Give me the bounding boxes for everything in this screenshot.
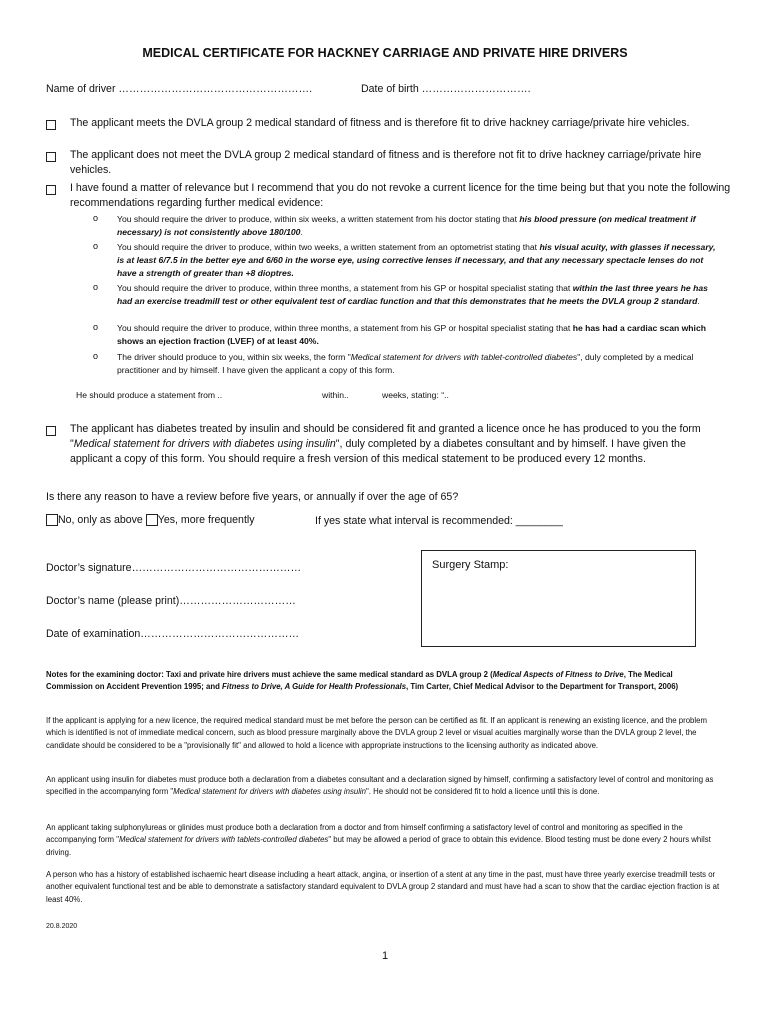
recommendation-visual-acuity-text: You should require the driver to produce, within two weeks, a written statement from an optometrist stating that: [117, 242, 540, 252]
checkbox-fit[interactable]: [46, 120, 56, 130]
produce-statement-from[interactable]: He should produce a statement from ..: [76, 390, 223, 400]
option-not-fit-text: The applicant does not meet the DVLA group 2 medical standard of fitness and is therefore not fit to drive hackney carriage/private hire vehicles.: [70, 149, 702, 177]
recommendation-blood-pressure-text: You should require the driver to produce, within six weeks, a written statement from his doctor stating that: [117, 214, 520, 224]
tablet-diabetes-text-b: ", duly completed by a medical practitioner and by himself. I have given the applicant a copy of this form.: [117, 352, 694, 376]
notes-insulin-text-a: An applicant using insulin for diabetes must produce both a declaration from a diabetes consultant and a declaration signed by himself, confirming a satisfactory level of control and monitoring as specified in the accompanying form ": [46, 775, 714, 797]
checkbox-yes-review[interactable]: [146, 514, 158, 526]
notes-sulphonylureas-text-a: An applicant taking sulphonylureas or glinides must produce both a declaration from a doctor and from himself confirming a satisfactory level of control and monitoring as specified in the accompanying form ": [46, 823, 683, 845]
notes-sulphonylureas-form: Medical statement for drivers with tablets-controlled diabetes: [118, 835, 329, 845]
notes-insulin-text-b: ". He should not be considered fit to hold a licence until this is done.: [366, 787, 600, 797]
notes-insulin-form: Medical statement for drivers with diabetes using insulin: [173, 787, 367, 797]
surgery-stamp-label: Surgery Stamp:: [432, 559, 509, 571]
tablet-diabetes-text-a: The driver should produce to you, within six weeks, the form ": [117, 352, 351, 362]
recommendation-cardiac-scan-requirement: he has had a cardiac scan which shows an ejection fraction (LVEF) of at least 40%.: [117, 323, 706, 347]
recommendation-treadmill: You should require the driver to produce, within three months, a statement from his GP or hospital specialist stating that within the last three years he has had an exercise treadmill test or other equivalent test of cardiac function and that this demonstrates that he meets the DVLA group 2 standard.: [117, 283, 708, 307]
bullet-circle-icon: o: [93, 351, 99, 361]
page-title: MEDICAL CERTIFICATE FOR HACKNEY CARRIAGE AND PRIVATE HIRE DRIVERS: [142, 46, 628, 60]
notes-intro-text-b: , The Medical Commission on Accident Prevention 1995; and: [46, 670, 673, 692]
notes-intro-text-a: Taxi and private hire drivers must achieve the same medical standard as DVLA group 2 (: [163, 670, 493, 679]
review-interval-field[interactable]: If yes state what interval is recommended: ________: [315, 515, 563, 527]
review-options: [46, 513, 255, 528]
page-number: 1: [381, 950, 389, 962]
name-of-driver-field[interactable]: Name of driver ……………………………………………….: [46, 83, 313, 95]
notes-provisional-fit: If the applicant is applying for a new licence, the required medical standard must be met before the person can be certified as fit. If an applicant is renewing an existing licence, and the problem which is identified is not of immediate medical concern, such as blood pressure marginally above the DVLA group 2 level or visual acuities marginally worse than the DVLA group 2 level, the candidate should be considered to be a "provisionally fit" and allowed to hold a licence with appropriate instructions to the licensing authority as indicated above.: [46, 716, 707, 750]
checkbox-insulin-diabetes[interactable]: [46, 426, 56, 436]
notes-intro: [46, 669, 720, 694]
tablet-diabetes-form-name: Medical statement for drivers with tablet-controlled diabetes: [350, 352, 578, 362]
recommendation-visual-acuity-requirement: his visual acuity, with glasses if necessary, is at least 6/7.5 in the better eye and 6/60 in the worse eye, using corrective lenses if necessary, and that any necessary spectacle lenses do not have a strength of greater than +8 dioptres.: [117, 242, 716, 279]
notes-intro-text-c: , Tim Carter, Chief Medical Advisor to the Department for Transport, 2006): [406, 682, 679, 692]
bullet-circle-icon: o: [93, 213, 99, 223]
document-date-code: 20.8.2020: [46, 923, 78, 930]
notes-sulphonylureas: [46, 822, 720, 859]
bullet-circle-icon: o: [93, 241, 99, 251]
surgery-stamp-box[interactable]: [421, 550, 696, 647]
bullet-circle-icon: o: [93, 282, 99, 292]
recommendation-blood-pressure-requirement: his blood pressure (on medical treatment if necessary) is not consistently above 180/100: [117, 214, 696, 238]
notes-insulin: [46, 774, 720, 799]
notes-heart-disease: A person who has a history of established ischaemic heart disease including a heart attack, angina, or insertion of a stent at any time in the past, must have three yearly exercise treadmill tests or another equivalent functional test and be able to demonstrate a satisfactory standard equivalent to DVLA group 2 standard and must have had a scan to show that the cardiac ejection fraction is at least 40%.: [46, 870, 720, 904]
notes-intro-ref-1: Medical Aspects of Fitness to Drive: [492, 670, 624, 679]
recommendation-tablet-diabetes: [117, 351, 721, 377]
option-fit-text: The applicant meets the DVLA group 2 medical standard of fitness and is therefore fit to drive hackney carriage/private hire vehicles.: [70, 117, 690, 129]
review-question: Is there any reason to have a review before five years, or annually if over the age of 65?: [46, 491, 459, 503]
produce-within[interactable]: within..: [322, 390, 349, 400]
recommendation-blood-pressure: You should require the driver to produce, within six weeks, a written statement from his doctor stating that his blood pressure (on medical treatment if necessary) is not consistently above 180/100.: [117, 214, 696, 238]
checkbox-no-review[interactable]: [46, 514, 58, 526]
yes-review-label: Yes, more frequently: [157, 514, 255, 526]
doctor-signature-field[interactable]: Doctor’s signature…………………………………………: [46, 562, 302, 574]
doctor-name-field[interactable]: Doctor’s name (please print)……………………………: [46, 595, 296, 607]
notes-sulphonylureas-text-b: " but may be allowed a period of grace to obtain this evidence. Blood testing must be done every 2 hours whilst driving.: [46, 835, 711, 857]
option-insulin-diabetes: [70, 422, 730, 468]
bullet-circle-icon: o: [93, 322, 99, 332]
checkbox-matter-of-relevance[interactable]: [46, 185, 56, 195]
date-of-examination-field[interactable]: Date of examination………………………………………: [46, 628, 300, 640]
recommendation-cardiac-scan: [117, 322, 721, 348]
recommendation-treadmill-text: You should require the driver to produce, within three months, a statement from his GP or hospital specialist stating that: [117, 283, 573, 293]
insulin-diabetes-text-b: ", duly completed by a diabetes consultant and by himself. I have given the applicant a copy of this form. You should require a fresh version of this medical statement to be produced every 12 months.: [70, 438, 686, 466]
notes-heading: Notes for the examining doctor:: [46, 670, 164, 679]
checkbox-not-fit[interactable]: [46, 152, 56, 162]
insulin-diabetes-text-a: The applicant has diabetes treated by insulin and should be considered fit and granted a licence once he has produced to you the form ": [70, 423, 701, 451]
produce-weeks-stating[interactable]: weeks, stating: “..: [382, 390, 449, 400]
date-of-birth-field[interactable]: Date of birth ………………………….: [361, 83, 531, 95]
insulin-diabetes-form-name: Medical statement for drivers with diabetes using insulin: [73, 438, 336, 451]
no-review-label: No, only as above: [58, 514, 143, 526]
recommendation-visual-acuity: [117, 241, 721, 281]
notes-intro-ref-2: Fitness to Drive, A Guide for Health Professionals: [222, 682, 407, 692]
option-recommendations-text: I have found a matter of relevance but I recommend that you do not revoke a current licence for the time being but that you note the following recommendations regarding further medical evidence:: [70, 182, 731, 210]
recommendation-treadmill-requirement: within the last three years he has had an exercise treadmill test or other equivalent test of cardiac function and that this demonstrates that he meets the DVLA group 2 standard: [117, 283, 708, 307]
recommendation-cardiac-scan-text: You should require the driver to produce, within three months, a statement from his GP or hospital specialist stating that: [117, 323, 573, 333]
